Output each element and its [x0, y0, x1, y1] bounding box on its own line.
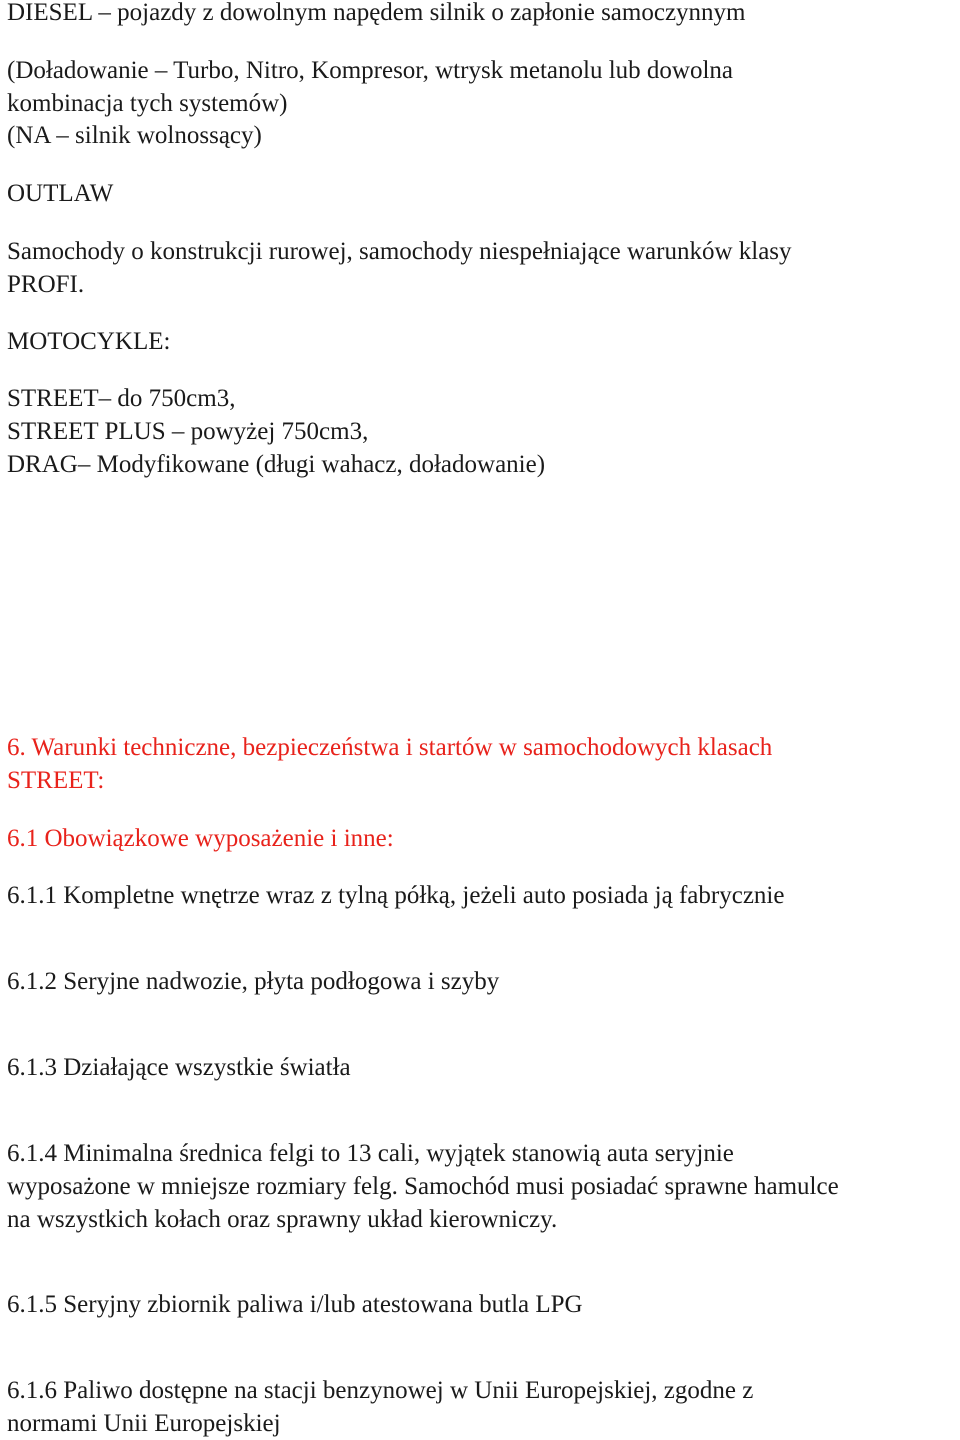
outlaw-description: PROFI. [7, 271, 85, 298]
rule-item-6-1-6: normami Unii Europejskiej [7, 1410, 281, 1437]
motorcycles-heading: MOTOCYKLE: [7, 328, 171, 355]
section-6-heading: STREET: [7, 767, 105, 794]
section-6-heading: 6. Warunki techniczne, bezpieczeństwa i startów w samochodowych klasach [7, 734, 773, 761]
drag-moto-class: DRAG– Modyfikowane (długi wahacz, doładowanie) [7, 451, 546, 478]
diesel-class-line: DIESEL – pojazdy z dowolnym napędem silnik o zapłonie samoczynnym [7, 0, 746, 26]
rule-item-6-1-3: 6.1.3 Działające wszystkie światła [7, 1054, 351, 1081]
na-definition-line: (NA – silnik wolnossący) [7, 122, 262, 149]
boost-definition-line: (Doładowanie – Turbo, Nitro, Kompresor, wtrysk metanolu lub dowolna [7, 57, 734, 84]
street-plus-moto-class: STREET PLUS – powyżej 750cm3, [7, 418, 369, 445]
outlaw-description: Samochody o konstrukcji rurowej, samochody niespełniające warunków klasy [7, 238, 792, 265]
outlaw-class-title: OUTLAW [7, 180, 114, 207]
section-6-1-heading: 6.1 Obowiązkowe wyposażenie i inne: [7, 825, 394, 852]
boost-definition-line: kombinacja tych systemów) [7, 90, 288, 117]
street-moto-class: STREET– do 750cm3, [7, 385, 236, 412]
rule-item-6-1-6: 6.1.6 Paliwo dostępne na stacji benzynowej w Unii Europejskiej, zgodne z [7, 1377, 754, 1404]
rule-item-6-1-2: 6.1.2 Seryjne nadwozie, płyta podłogowa i szyby [7, 968, 500, 995]
rule-item-6-1-4: wyposażone w mniejsze rozmiary felg. Samochód musi posiadać sprawne hamulce [7, 1173, 839, 1200]
rule-item-6-1-4: 6.1.4 Minimalna średnica felgi to 13 cali, wyjątek stanowią auta seryjnie [7, 1140, 734, 1167]
rule-item-6-1-1: 6.1.1 Kompletne wnętrze wraz z tylną półką, jeżeli auto posiada ją fabrycznie [7, 882, 785, 909]
rule-item-6-1-4: na wszystkich kołach oraz sprawny układ kierowniczy. [7, 1206, 558, 1233]
rule-item-6-1-5: 6.1.5 Seryjny zbiornik paliwa i/lub atestowana butla LPG [7, 1291, 583, 1318]
